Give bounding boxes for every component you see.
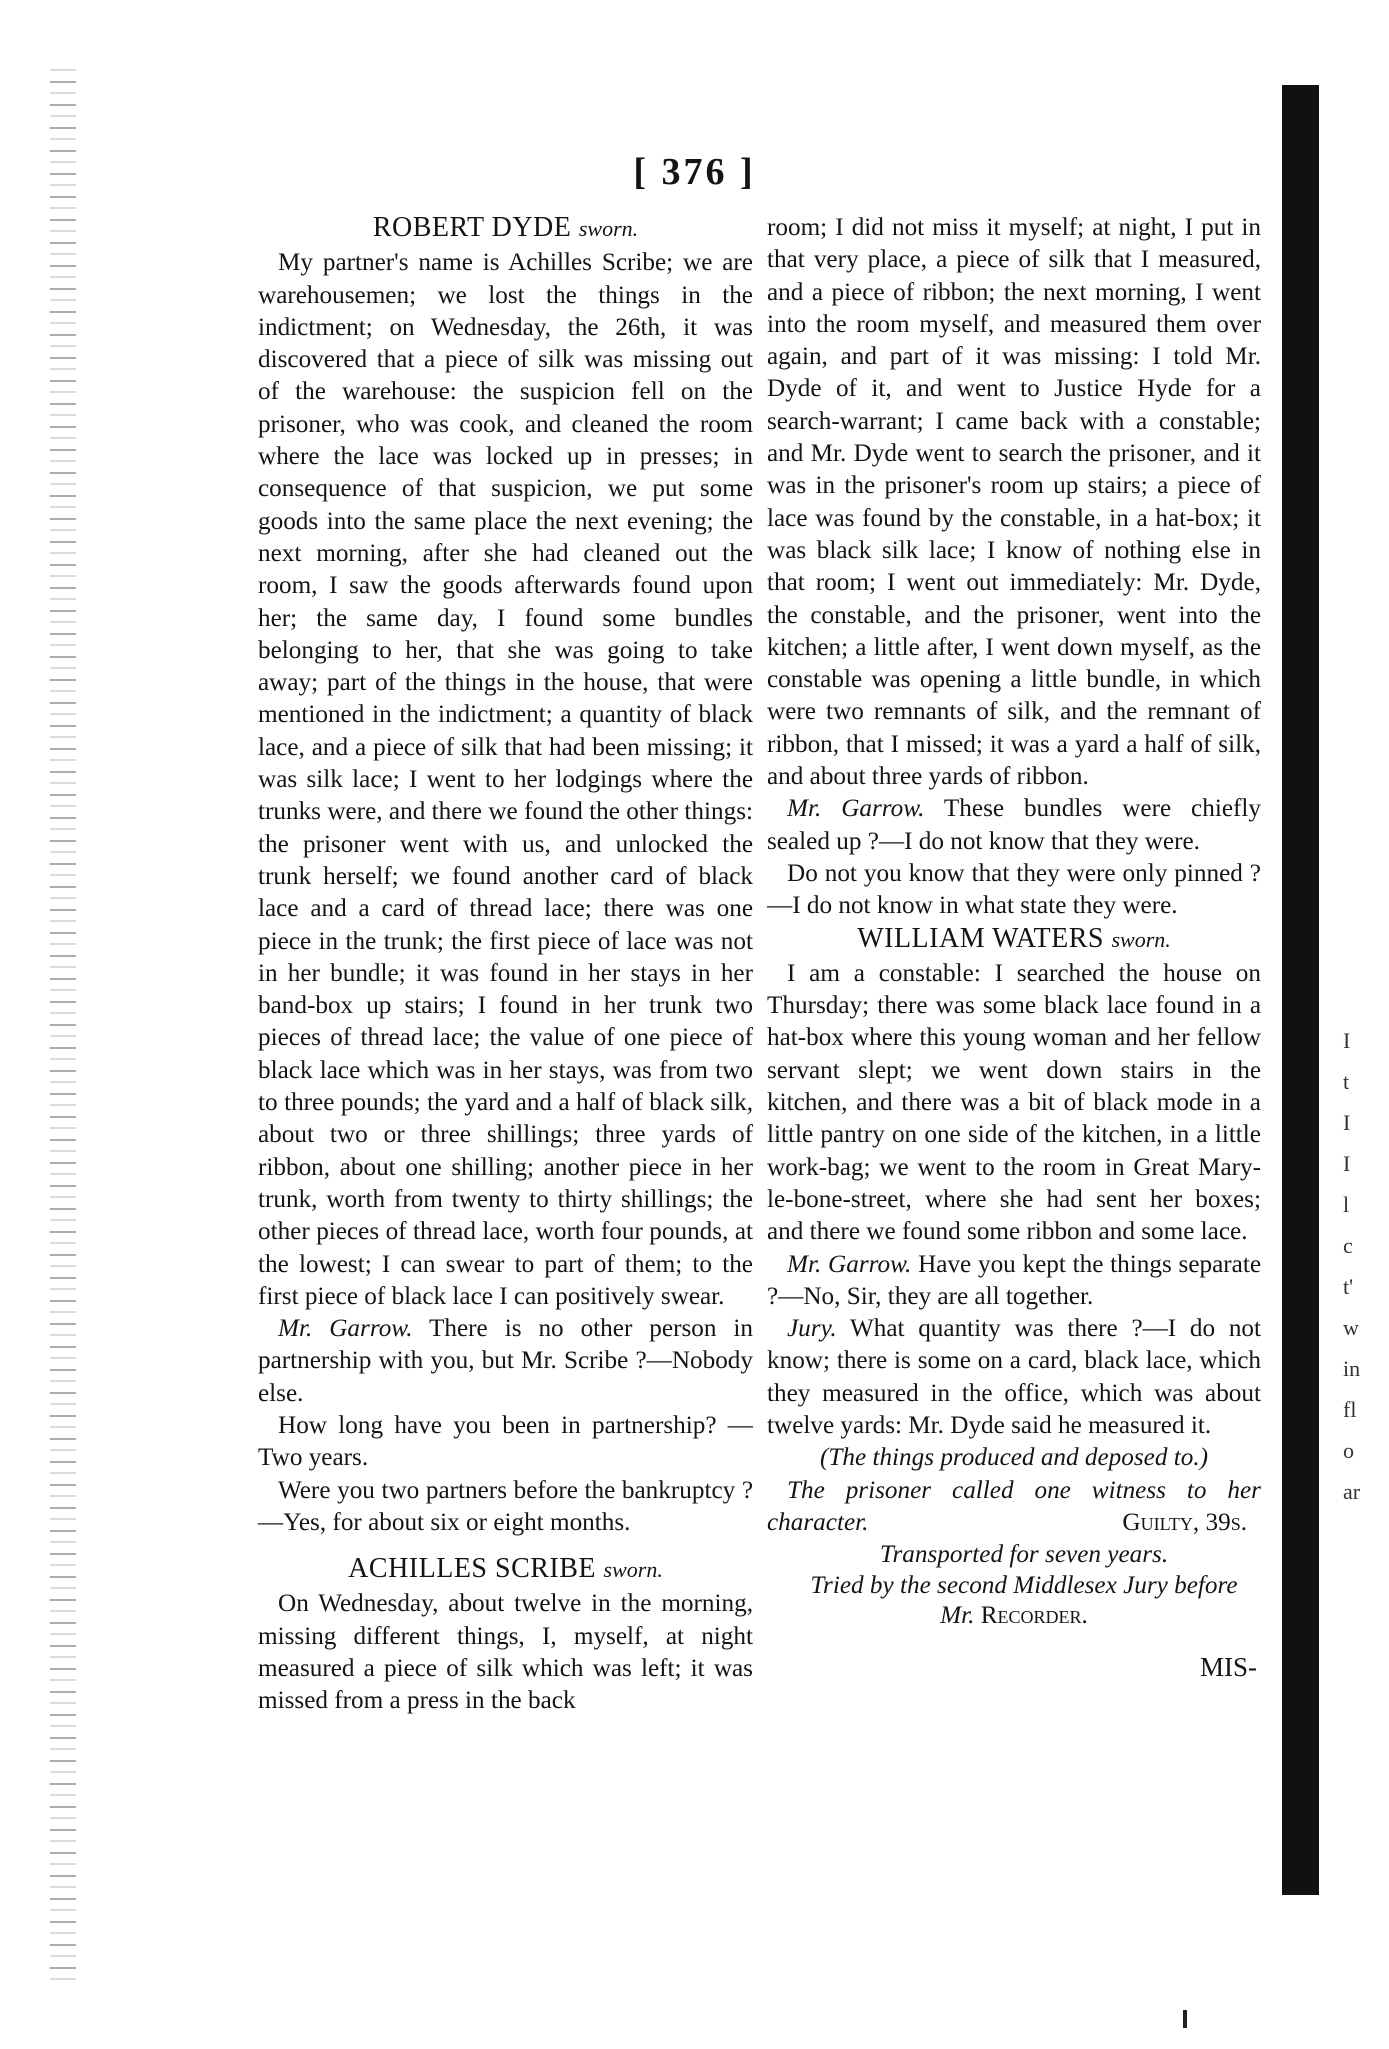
testimony-paragraph: Do not you know that they were only pinned ?—I do not know in what state they were. xyxy=(767,859,1261,920)
testimony-paragraph: On Wednesday, about twelve in the morning, missing different things, I, myself, at night measured a piece of silk which was left; it was missed from a press in the back xyxy=(258,1590,753,1715)
sentence-line: Transported for seven years. xyxy=(879,1541,1169,1569)
testimony-paragraph: My partner's name is Achilles Scribe; we are warehousemen; we lost the things in the indictment; on Wednesday, the 26th, it was discovered that a piece of silk was missing out of the warehouse: the suspicion fell on the prisoner, who was cook, and cleaned the room where the lace was locked up in presses; in consequence of that suspicion, we put some goods into the same place the next evening; the next morning, after she had cleaned out the room, I saw the goods afterwards found upon her; the same day, I found some bundles belonging to her, that she was going to take away; part of the things in the house, that were mentioned in the indictment; a quantity of black lace, and a piece of silk that had been missing; it was silk lace; I went to her lodgings where the trunks were, and there we found the other things: the prisoner went with us, and unlocked the trunk herself; we found another card of black lace and a card of thread lace; there was one piece in the trunk; the first piece of lace was not in her bundle; it was found in her stays in her band-box up stairs; I found in her trunk two pieces of thread lace; the value of one piece of black lace which was in her stays, was from two to three pounds; the yard and a half of black silk, about two or three shillings; three yards of ribbon, about one shilling; another piece in her trunk, worth from twenty to thirty shillings; the other pieces of thread lace, worth four pounds, at the lowest; I can swear to part of them; to the first piece of black lace I can positively swear. xyxy=(258,249,753,1310)
bleed-fragment: ar xyxy=(1343,1479,1361,1504)
bleed-fragment: I xyxy=(1343,1151,1351,1176)
speech-text: These bundles were chiefly sealed up ?—I do not know that they were. xyxy=(767,795,1261,855)
catchword: MIS- xyxy=(1199,1652,1257,1683)
bleed-fragment: in xyxy=(1343,1356,1361,1381)
bleed-fragment: t xyxy=(1343,1069,1350,1094)
witness-name: ACHILLES SCRIBE xyxy=(348,1553,597,1585)
testimony-paragraph: How long have you been in partnership? —Two years. xyxy=(258,1411,753,1472)
examination-paragraph xyxy=(767,1249,1261,1314)
page-number: [ 376 ] xyxy=(633,151,756,193)
examination-paragraph xyxy=(258,1313,753,1410)
testimony-paragraph: room; I did not miss it myself; at night, I put in that very place, a piece of silk that I measured, and a piece of ribbon; the next morning, I went into the room myself, and measured them over again, and part of it was missing: I told Mr. Dyde of it, and went to Justice Hyde for a search-warrant; I came back with a constable; and Mr. Dyde went to search the prisoner, and it was in the prisoner's room up stairs; a piece of lace was found by the constable, in a hat-box; it was black silk lace; I know of nothing else in that room; I went out immediately: Mr. Dyde, the constable, and the prisoner, went into the kitchen; a little after, I went down myself, as the constable was opening a little bundle, in which were two remnants of silk, and the remnant of ribbon, that I missed; it was a yard a half of silk, and about three yards of ribbon. xyxy=(767,214,1261,791)
bleed-fragment: t' xyxy=(1343,1274,1354,1299)
verdict-label: Guilty, 39s. xyxy=(1122,1508,1247,1536)
bleed-fragment: c xyxy=(1343,1233,1353,1258)
sworn-label: sworn. xyxy=(1111,926,1171,952)
speech-text: What quantity was there ?—I do not know; there is some on a card, black lace, which they measured in the office, which was about twelve yards: Mr. Dyde said he measured it. xyxy=(767,1315,1262,1439)
character-witness-note xyxy=(767,1475,1261,1540)
bleed-fragment: I xyxy=(1343,1110,1351,1135)
sworn-label: sworn. xyxy=(578,216,639,241)
examination-paragraph xyxy=(767,1313,1261,1442)
bleed-fragment: l xyxy=(1343,1192,1350,1217)
testimony-paragraph: Were you two partners before the bankruptcy ?—Yes, for about six or eight months. xyxy=(258,1476,753,1536)
speaker-name: Mr. Garrow. xyxy=(787,1250,912,1278)
character-note-text: The prisoner called one witness to her character. xyxy=(767,1476,1261,1536)
bleed-through-fragments xyxy=(1343,1020,1389,1512)
sworn-label: sworn. xyxy=(603,1557,663,1583)
speaker-name: Jury. xyxy=(787,1315,837,1343)
right-column xyxy=(767,212,1261,1684)
tried-line-1: Tried by the second Middlesex Jury before xyxy=(810,1572,1238,1600)
testimony-paragraph: I am a constable: I searched the house on Thursday; there was some black lace found in a hat-box where this young woman and her fellow servant slept; we went down stairs in the kitchen, and there was a bit of black mode in a little pantry on one side of the kitchen, in a little work-bag; we went to the room in Great Mary-le-bone-street, where she had sent her boxes; and there we found some ribbon and some lace. xyxy=(767,959,1261,1246)
bleed-fragment: w xyxy=(1343,1315,1359,1340)
bleed-fragment: I xyxy=(1343,1028,1351,1053)
speaker-name: Mr. Garrow. xyxy=(787,795,925,823)
bleed-fragment: fl xyxy=(1343,1397,1357,1422)
binding-edge xyxy=(50,60,76,1980)
speaker-name: Mr. Garrow. xyxy=(278,1315,413,1343)
witness-name: WILLIAM WATERS xyxy=(857,922,1104,954)
tried-line-2: Mr. xyxy=(940,1602,975,1630)
examination-paragraph xyxy=(767,793,1261,858)
witness-heading xyxy=(258,212,753,245)
witness-heading xyxy=(258,1553,753,1586)
witness-name: ROBERT DYDE xyxy=(372,212,572,243)
witness-heading xyxy=(767,923,1261,956)
court-note: (The things produced and deposed to.) xyxy=(819,1444,1209,1472)
speech-text: There is no other person in partnership with you, but Mr. Scribe ?—Nobody else. xyxy=(258,1315,753,1407)
tried-by-line xyxy=(767,1571,1261,1631)
speech-text: Have you kept the things separate ?—No, Sir, they are all together. xyxy=(767,1250,1262,1310)
recorder-label: Recorder. xyxy=(980,1602,1088,1630)
left-column xyxy=(258,212,753,1718)
bottom-mark xyxy=(1183,2010,1187,2028)
bleed-fragment: o xyxy=(1343,1438,1354,1463)
dark-scan-border xyxy=(1282,85,1319,1895)
